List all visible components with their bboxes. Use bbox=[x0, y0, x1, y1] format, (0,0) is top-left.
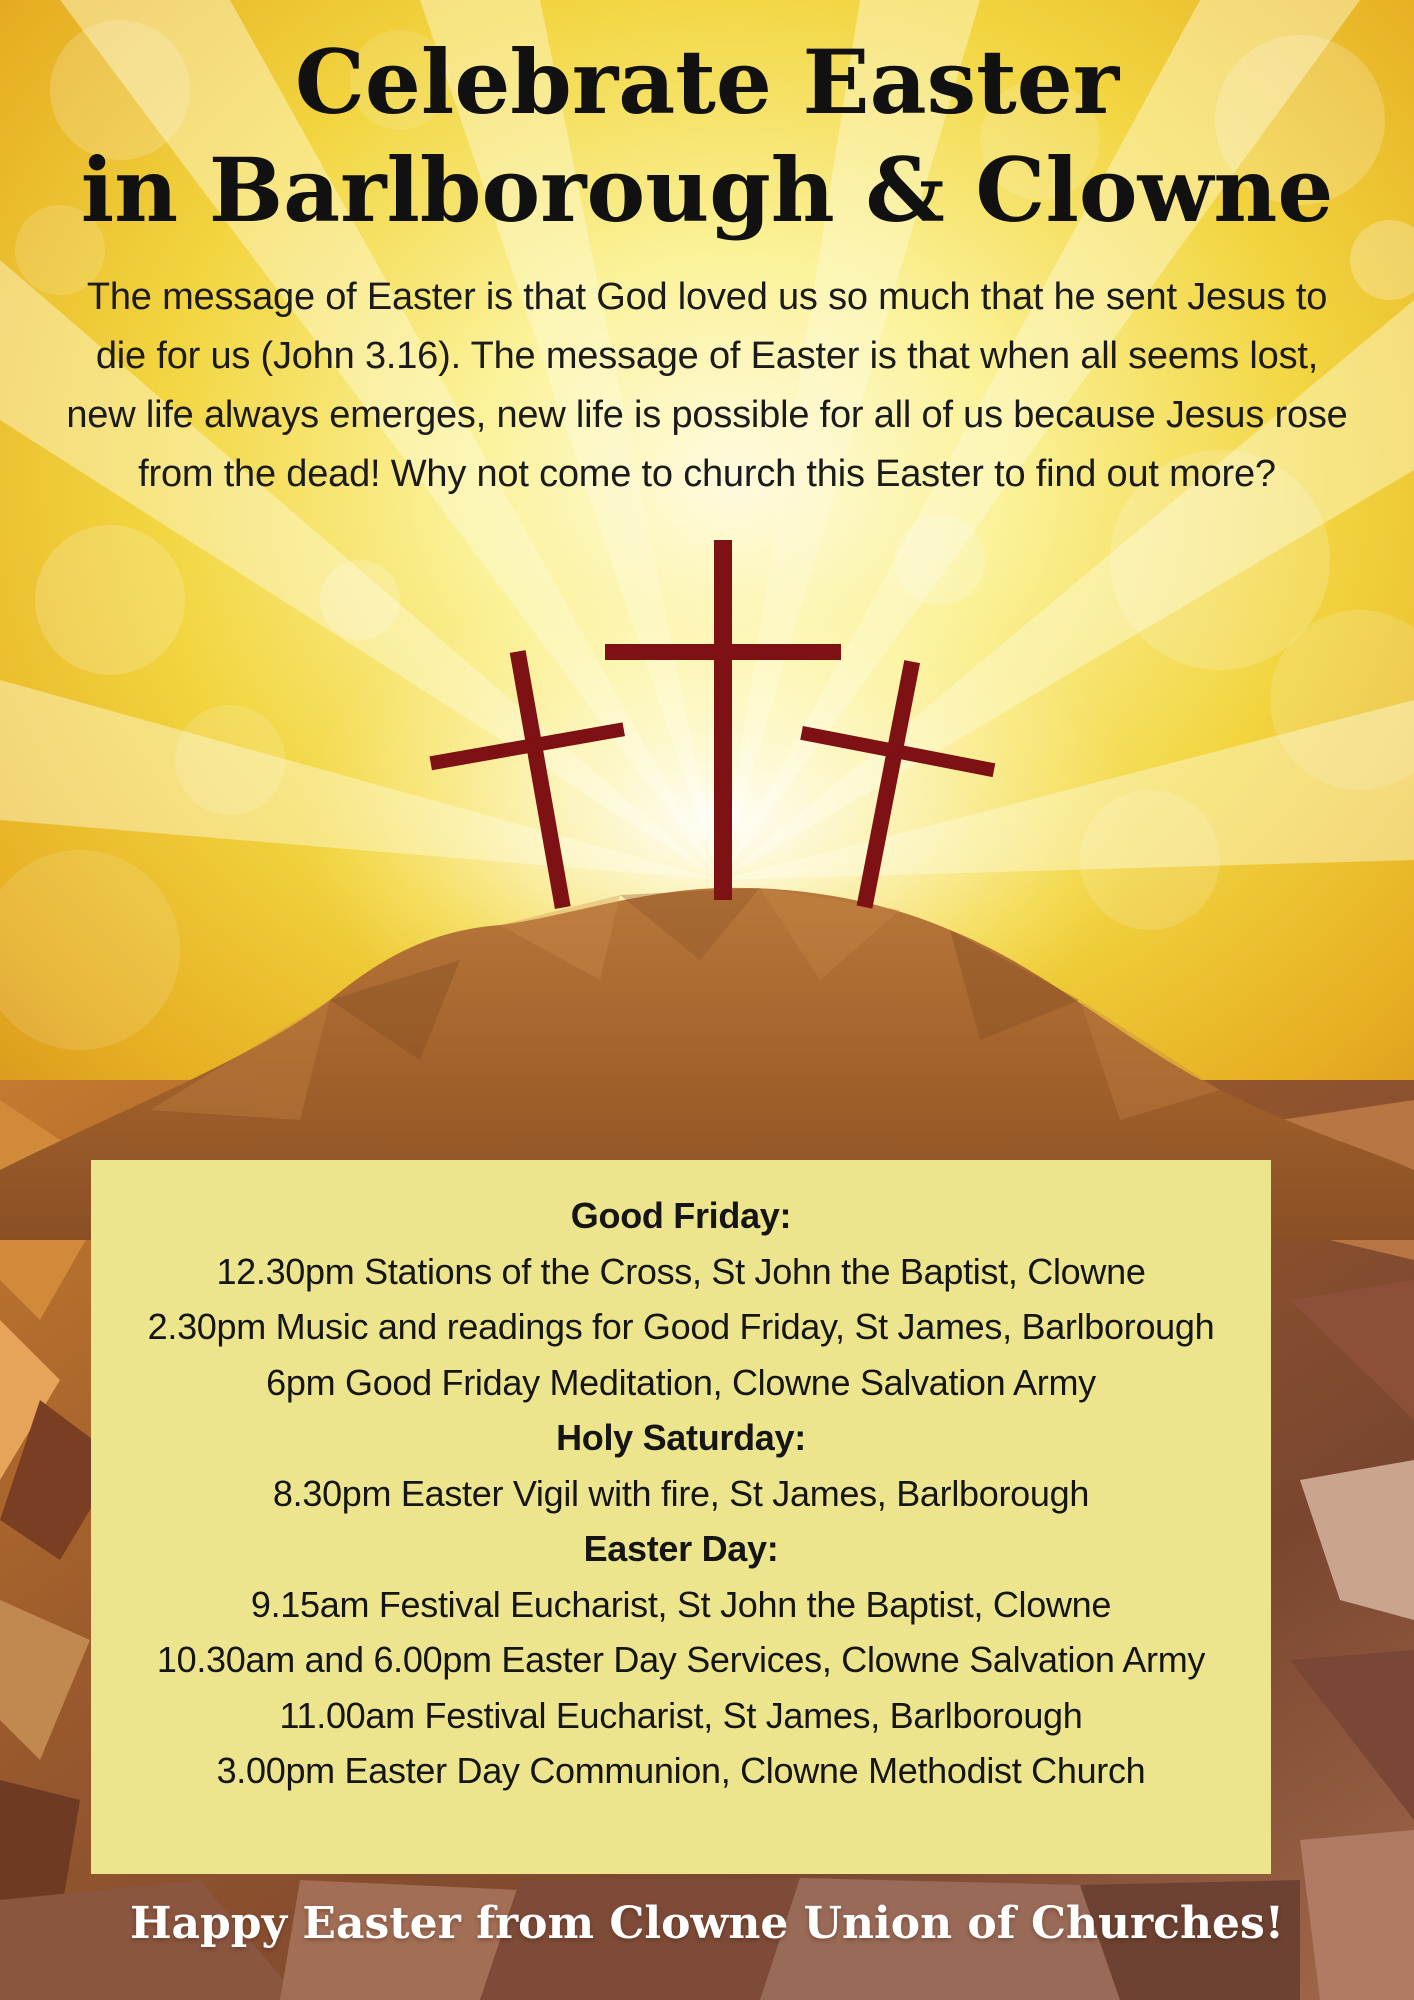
title-line-1: Celebrate Easter bbox=[294, 30, 1120, 134]
footer-greeting: Happy Easter from Clowne Union of Churches! bbox=[129, 1898, 1285, 1949]
poster-title bbox=[0, 28, 1414, 244]
title-line-2: in Barlborough & Clowne bbox=[80, 138, 1334, 242]
service-item: 10.30am and 6.00pm Easter Day Services, Clowne Salvation Army bbox=[156, 1639, 1206, 1680]
service-item: 2.30pm Music and readings for Good Friday, St James, Barlborough bbox=[147, 1306, 1215, 1347]
service-item: 3.00pm Easter Day Communion, Clowne Methodist Church bbox=[216, 1750, 1146, 1791]
good-friday-heading: Good Friday: bbox=[570, 1195, 792, 1236]
service-item: 6pm Good Friday Meditation, Clowne Salvation Army bbox=[266, 1361, 1096, 1403]
service-item: 9.15am Festival Eucharist, St John the Baptist, Clowne bbox=[250, 1583, 1112, 1625]
easter-message: The message of Easter is that God loved us so much that he sent Jesus to die for us (John 3.16). The message of Easter is that when all seems lost, new life always emerges, new life is possible for all of us because Jesus rose from the dead! Why not come to church this Easter to find out more? bbox=[66, 276, 1348, 495]
service-item: 8.30pm Easter Vigil with fire, St James, Barlborough bbox=[272, 1472, 1090, 1514]
service-item: 12.30pm Stations of the Cross, St John the Baptist, Clowne bbox=[216, 1250, 1146, 1292]
service-item: 11.00am Festival Eucharist, St James, Barlborough bbox=[279, 1694, 1083, 1736]
service-schedule-box bbox=[91, 1160, 1271, 1874]
easter-day-heading: Easter Day: bbox=[583, 1528, 779, 1569]
holy-saturday-heading: Holy Saturday: bbox=[556, 1417, 806, 1458]
